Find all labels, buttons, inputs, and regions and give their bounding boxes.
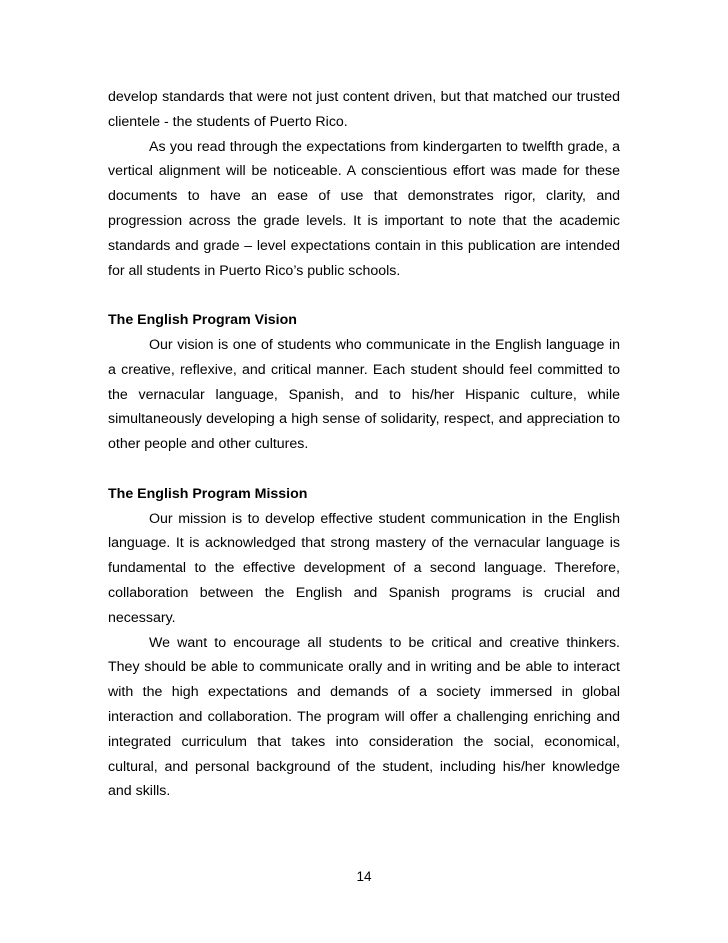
section-gap bbox=[108, 283, 620, 308]
mission-paragraph-1: Our mission is to develop effective student communication in the English language. It is acknowledged that strong mastery of the vernacular language is fundamental to the effective development of a second language. Therefore, collaboration between the English and Spanish programs is crucial and necessary. bbox=[108, 510, 620, 626]
page-number: 14 bbox=[356, 869, 372, 884]
mission-heading: The English Program Mission bbox=[108, 485, 308, 502]
intro-paragraph-2: As you read through the expectations from kindergarten to twelfth grade, a vertical alignment will be noticeable. A conscientious effort was made for these documents to have an ease of use that demonstrates rigor, clarity, and progression across the grade levels. It is important to note that the academic standards and grade – level expectations contain in this publication are intended for all students in Puerto Rico’s public schools. bbox=[108, 138, 620, 279]
vision-paragraph: Our vision is one of students who communicate in the English language in a creative, reflexive, and critical manner. Each student should feel committed to the vernacular language, Spanish, and to his/her Hispanic culture, while simultaneously developing a high sense of solidarity, respect, and appreciation to other people and other cultures. bbox=[108, 336, 620, 453]
page-content bbox=[108, 85, 620, 804]
vision-heading: The English Program Vision bbox=[108, 312, 297, 329]
section-gap bbox=[108, 457, 620, 482]
mission-paragraph-2: We want to encourage all students to be critical and creative thinkers. They should be able to communicate orally and in writing and be able to interact with the high expectations and demands of a society immersed in global interaction and collaboration. The program will offer a challenging enriching and integrated curriculum that takes into consideration the social, economical, cultural, and personal background of the student, including his/her knowledge and skills. bbox=[108, 634, 620, 800]
intro-paragraph-continued: develop standards that were not just content driven, but that matched our trusted clientele - the students of Puerto Rico. bbox=[108, 89, 620, 130]
